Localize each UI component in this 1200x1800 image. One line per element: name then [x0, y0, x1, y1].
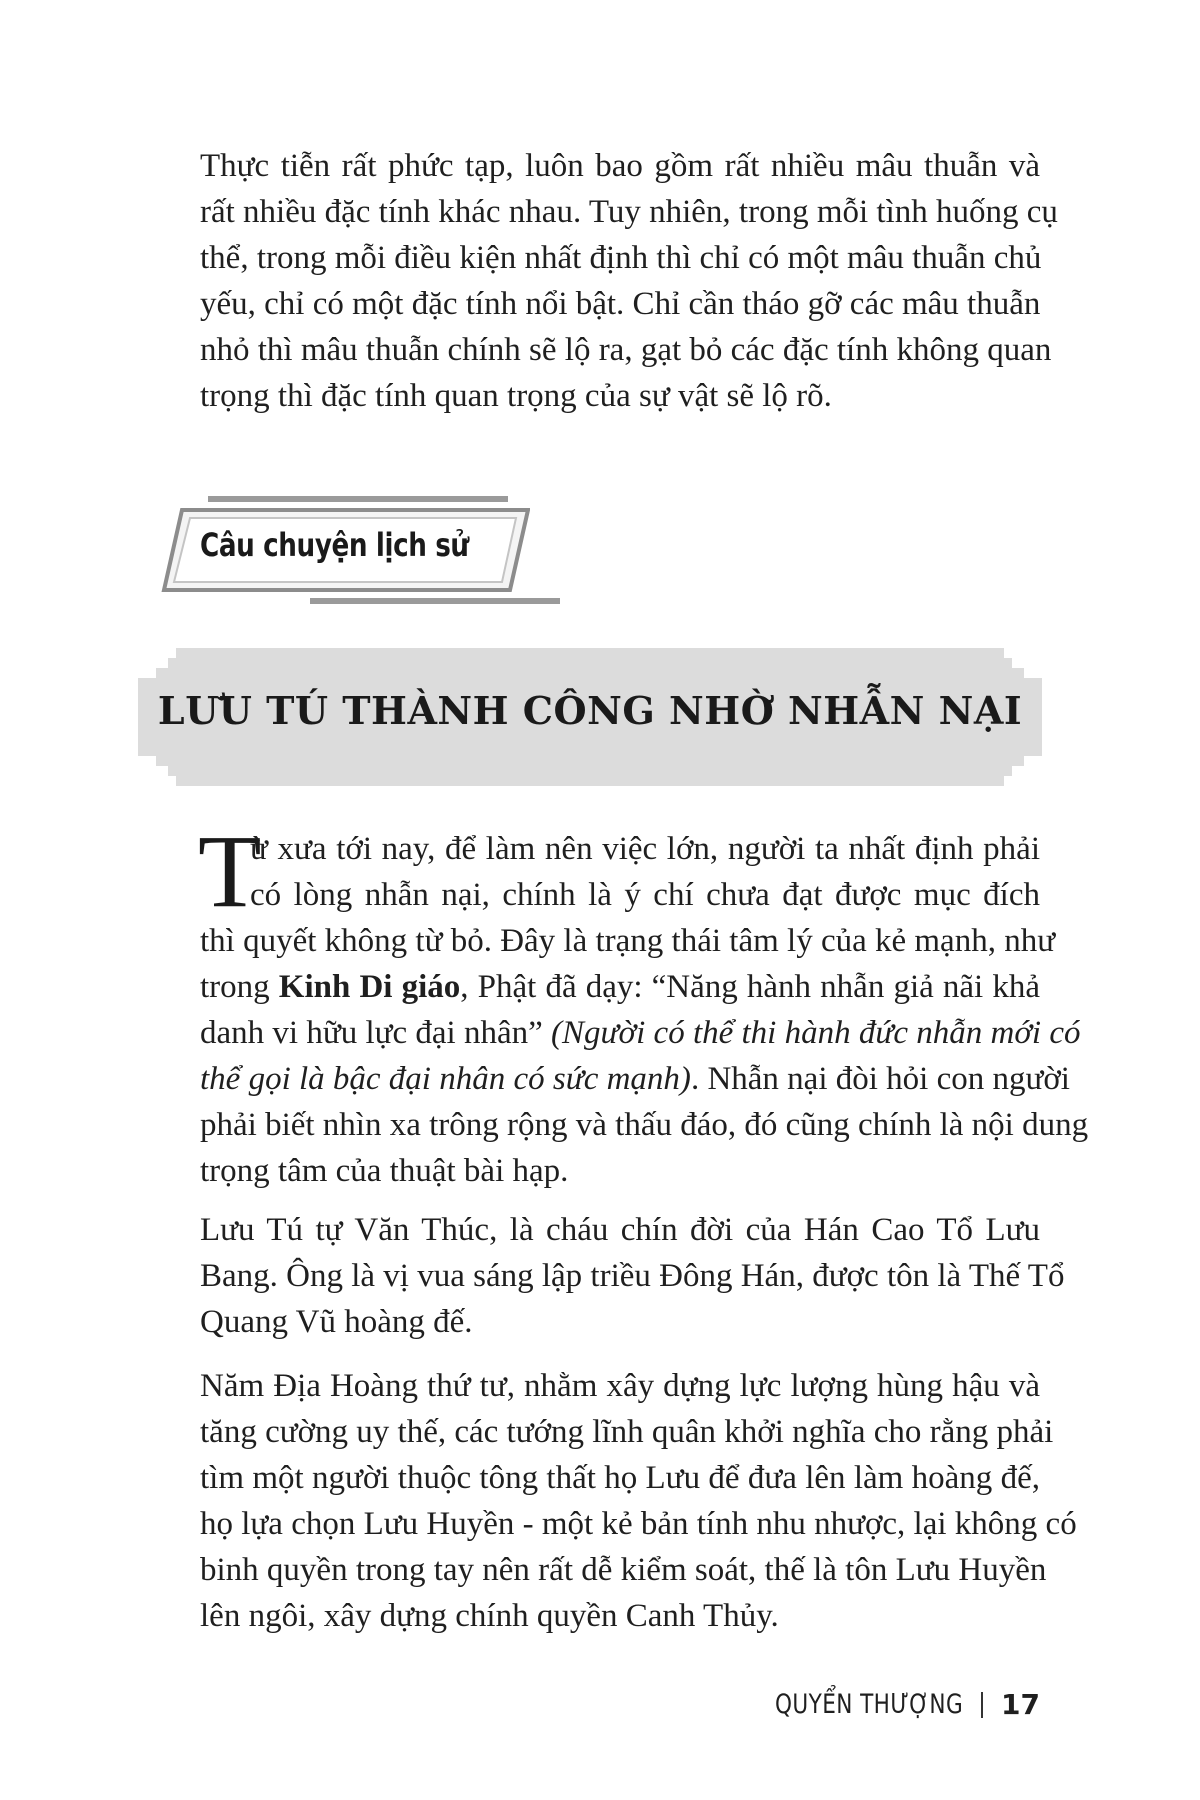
- drop-cap: T: [198, 814, 262, 929]
- paragraph-line: binh quyền trong tay nên rất dễ kiểm soát, thế là tôn Lưu Huyền: [200, 1552, 1047, 1588]
- intro-line: rất nhiều đặc tính khác nhau. Tuy nhiên, trong mỗi tình huống cụ: [200, 194, 1058, 230]
- intro-line: nhỏ thì mâu thuẫn chính sẽ lộ ra, gạt bỏ các đặc tính không quan: [200, 332, 1052, 368]
- paragraph-line: Năm Địa Hoàng thứ tư, nhằm xây dựng lực lượng hùng hậu và: [200, 1368, 1040, 1404]
- paragraph-line: ừ xưa tới nay, để làm nên việc lớn, người ta nhất định phải: [250, 831, 1040, 867]
- text-run: trong: [200, 969, 279, 1005]
- page-footer: [728, 1688, 1040, 1721]
- text-run: , Phật đã dạy: “Năng hành nhẫn giả nãi khả: [460, 969, 1040, 1005]
- section-label-ribbon: [160, 496, 540, 606]
- paragraph-line: Quang Vũ hoàng đế.: [200, 1304, 473, 1340]
- paragraph-line: tìm một người thuộc tông thất họ Lưu để đưa lên làm hoàng đế,: [200, 1460, 1040, 1496]
- translation-run: (Người có thể thi hành đức nhẫn mới có: [551, 1015, 1081, 1051]
- paragraph-line: trọng tâm của thuật bài hạp.: [200, 1153, 569, 1189]
- paragraph-line: Lưu Tú tự Văn Thúc, là cháu chín đời của Hán Cao Tổ Lưu: [200, 1212, 1040, 1248]
- story-paragraph-1: [198, 814, 1089, 1194]
- intro-line: trọng thì đặc tính quan trọng của sự vật sẽ lộ rõ.: [200, 378, 832, 414]
- paragraph-line: phải biết nhìn xa trông rộng và thấu đáo, đó cũng chính là nội dung: [200, 1107, 1089, 1143]
- intro-line: yếu, chỉ có một đặc tính nổi bật. Chỉ cần tháo gỡ các mâu thuẫn: [200, 286, 1041, 322]
- text-run: danh vi hữu lực đại nhân”: [200, 1015, 552, 1051]
- intro-line: thể, trong mỗi điều kiện nhất định thì chỉ có một mâu thuẫn chủ: [200, 240, 1042, 276]
- paragraph-line: tăng cường uy thế, các tướng lĩnh quân khởi nghĩa cho rằng phải: [200, 1414, 1054, 1450]
- paragraph-line: có lòng nhẫn nại, chính là ý chí chưa đạt được mục đích: [250, 877, 1040, 913]
- text-run: . Nhẫn nại đòi hỏi con người: [690, 1061, 1070, 1097]
- ribbon-bottom-rule: [310, 598, 560, 604]
- paragraph-line: họ lựa chọn Lưu Huyền - một kẻ bản tính nhu nhược, lại không có: [200, 1506, 1077, 1542]
- paragraph-line: thì quyết không từ bỏ. Đây là trạng thái tâm lý của kẻ mạnh, như: [200, 923, 1056, 959]
- story-paragraph-2: [200, 1207, 1065, 1345]
- story-title: LƯU TÚ THÀNH CÔNG NHỜ NHẪN NẠI: [157, 688, 1023, 733]
- intro-paragraph: [200, 143, 1058, 419]
- paragraph-line: [200, 964, 1040, 1010]
- story-paragraph-3: [200, 1363, 1077, 1639]
- footer-divider: [981, 1692, 983, 1718]
- section-label: Câu chuyện lịch sử: [200, 526, 469, 564]
- paragraph-line: Bang. Ông là vị vua sáng lập triều Đông Hán, được tôn là Thế Tổ: [200, 1258, 1065, 1294]
- translation-run: thể gọi là bậc đại nhân có sức mạnh): [200, 1061, 691, 1097]
- ribbon-top-rule: [208, 496, 508, 502]
- paragraph-line: [200, 1056, 1070, 1102]
- scripture-title: Kinh Di giáo: [278, 969, 461, 1005]
- intro-line: Thực tiễn rất phức tạp, luôn bao gồm rất nhiều mâu thuẫn và: [200, 148, 1040, 184]
- running-title: QUYỂN THƯỢNG: [774, 1689, 964, 1720]
- page-number: 17: [1001, 1688, 1040, 1721]
- paragraph-line: [200, 1010, 1081, 1056]
- paragraph-line: lên ngôi, xây dựng chính quyền Canh Thủy.: [200, 1598, 779, 1634]
